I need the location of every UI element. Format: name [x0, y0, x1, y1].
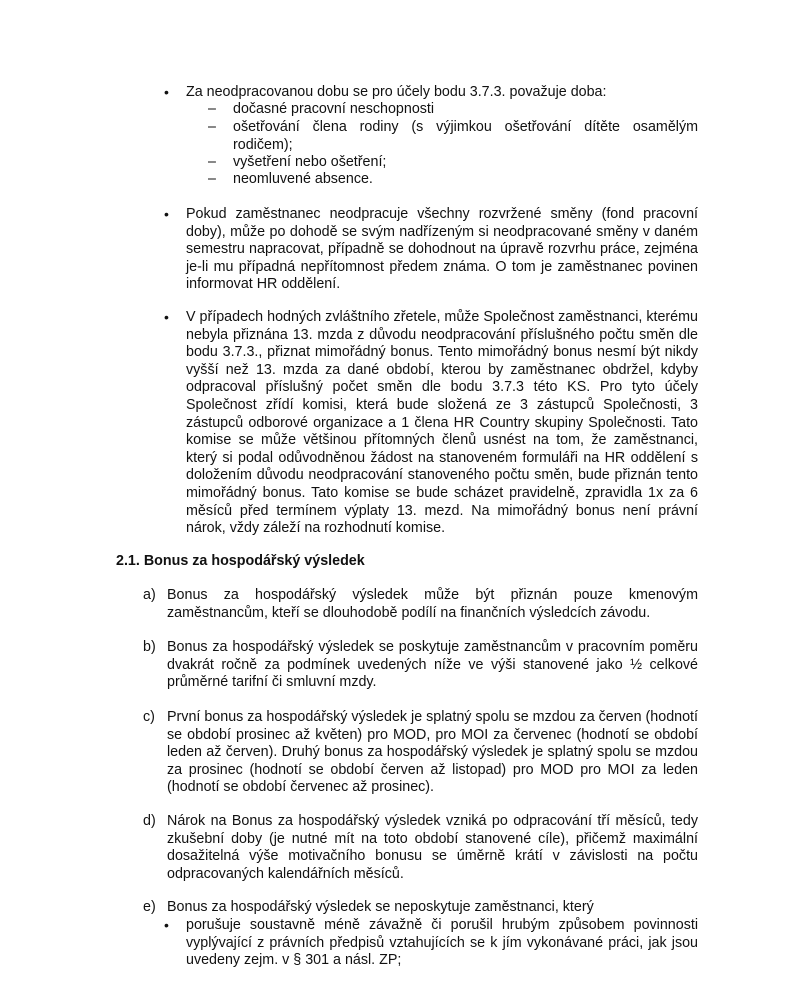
- bullet-paragraph: V případech hodných zvláštního zřetele, může Společnost zaměstnanci, kterému nebyla přiznána 13. mzda z důvodu neodpracování příslušného počtu směn dle bodu 3.7.3., přiznat mimořádný bonus. Tento mimořádný bonus nesmí být nikdy vyšší než 13. mzda za dané období, kterou by zaměstnanec obdržel, kdyby odpracoval příslušný počet směn dle bodu 3.7.3 této KS. Pro tyto účely Společnost zřídí komisi, která bude složená ze 3 zástupců Společnosti, 3 zástupců odborové organizace a 1 člena HR Country skupiny Společnosti. Tato komise se může většinou přítomných členů usnést na tom, že zaměstnanci, který si podal odůvodněnou žádost na stanoveném formuláři na HR oddělení s doložením důvodu neodpracování stanoveného počtu směn, bude přiznán tento mimořádný bonus. Tato komise se bude scházet pravidelně, zpravidla 1x za 6 měsíců před termínem výplaty 13. mezd. Na mimořádný bonus není právní nárok, vždy záleží na rozhodnutí komise.: [186, 309, 698, 537]
- dash-marker: –: [208, 119, 216, 135]
- dash-item: dočasné pracovní neschopnosti: [233, 101, 435, 117]
- sub-bullet: porušuje soustavně méně závažně či porušil hrubým způsobem povinnosti vyplývající z právních předpisů vztahujících se k jím vykonávané práci, jak jsou uvedeny zejm. v § 301 a násl. ZP;: [186, 917, 698, 969]
- item-label: d): [143, 813, 156, 829]
- dash-marker: –: [208, 154, 216, 170]
- bullet-marker: •: [164, 917, 169, 933]
- dash-item: neomluvené absence.: [233, 171, 373, 187]
- bullet-marker: •: [164, 206, 169, 222]
- list-item: První bonus za hospodářský výsledek je splatný spolu se mzdou za červen (hodnotí se období prosinec až květen) pro MOD, pro MOI za červenec (hodnotí se období leden až červen). Druhý bonus za hospodářský výsledek je splatný spolu se mzdou za prosinec (hodnotí se období červen až listopad) pro MOD pro MOI za leden (hodnotí se období červenec až prosinec).: [167, 709, 698, 796]
- item-label: c): [143, 709, 155, 725]
- item-label: e): [143, 899, 156, 915]
- list-item: Bonus za hospodářský výsledek může být přiznán pouze kmenovým zaměstnancům, kteří se dlouhodobě podílí na finančních výsledcích závodu.: [167, 587, 698, 621]
- bullet-marker: •: [164, 84, 169, 100]
- dash-item: ošetřování člena rodiny (s výjimkou ošetřování dítěte osamělým rodičem);: [233, 119, 698, 153]
- list-item: Bonus za hospodářský výsledek se neposkytuje zaměstnanci, který: [167, 899, 594, 915]
- bullet-marker: •: [164, 309, 169, 325]
- bullet-paragraph: Pokud zaměstnanec neodpracuje všechny rozvržené směny (fond pracovní doby), může po dohodě se svým nadřízeným si neodpracované směny v daném semestru napracovat, případně se dohodnout na úpravě rozvrhu práce, zejména je-li mu případná nepřítomnost předem známa. O tom je zaměstnanec povinen informovat HR oddělení.: [186, 206, 698, 293]
- bullet-intro: Za neodpracovanou dobu se pro účely bodu 3.7.3. považuje doba:: [186, 84, 607, 100]
- item-label: b): [143, 639, 156, 655]
- dash-item: vyšetření nebo ošetření;: [233, 154, 387, 170]
- dash-marker: –: [208, 101, 216, 117]
- dash-marker: –: [208, 171, 216, 187]
- section-heading: 2.1. Bonus za hospodářský výsledek: [116, 553, 365, 569]
- list-item: Nárok na Bonus za hospodářský výsledek vzniká po odpracování tří měsíců, tedy zkušební doby (je nutné mít na toto období stanovené cíle), přičemž maximální dosažitelná výše motivačního bonusu se úměrně krátí v závislosti na počtu odpracovaných kalendářních měsíců.: [167, 813, 698, 882]
- list-item: Bonus za hospodářský výsledek se poskytuje zaměstnancům v pracovním poměru dvakrát ročně za podmínek uvedených níže ve výši stanovené jako ½ celkové průměrné tarifní či smluvní mzdy.: [167, 639, 698, 691]
- item-label: a): [143, 587, 156, 603]
